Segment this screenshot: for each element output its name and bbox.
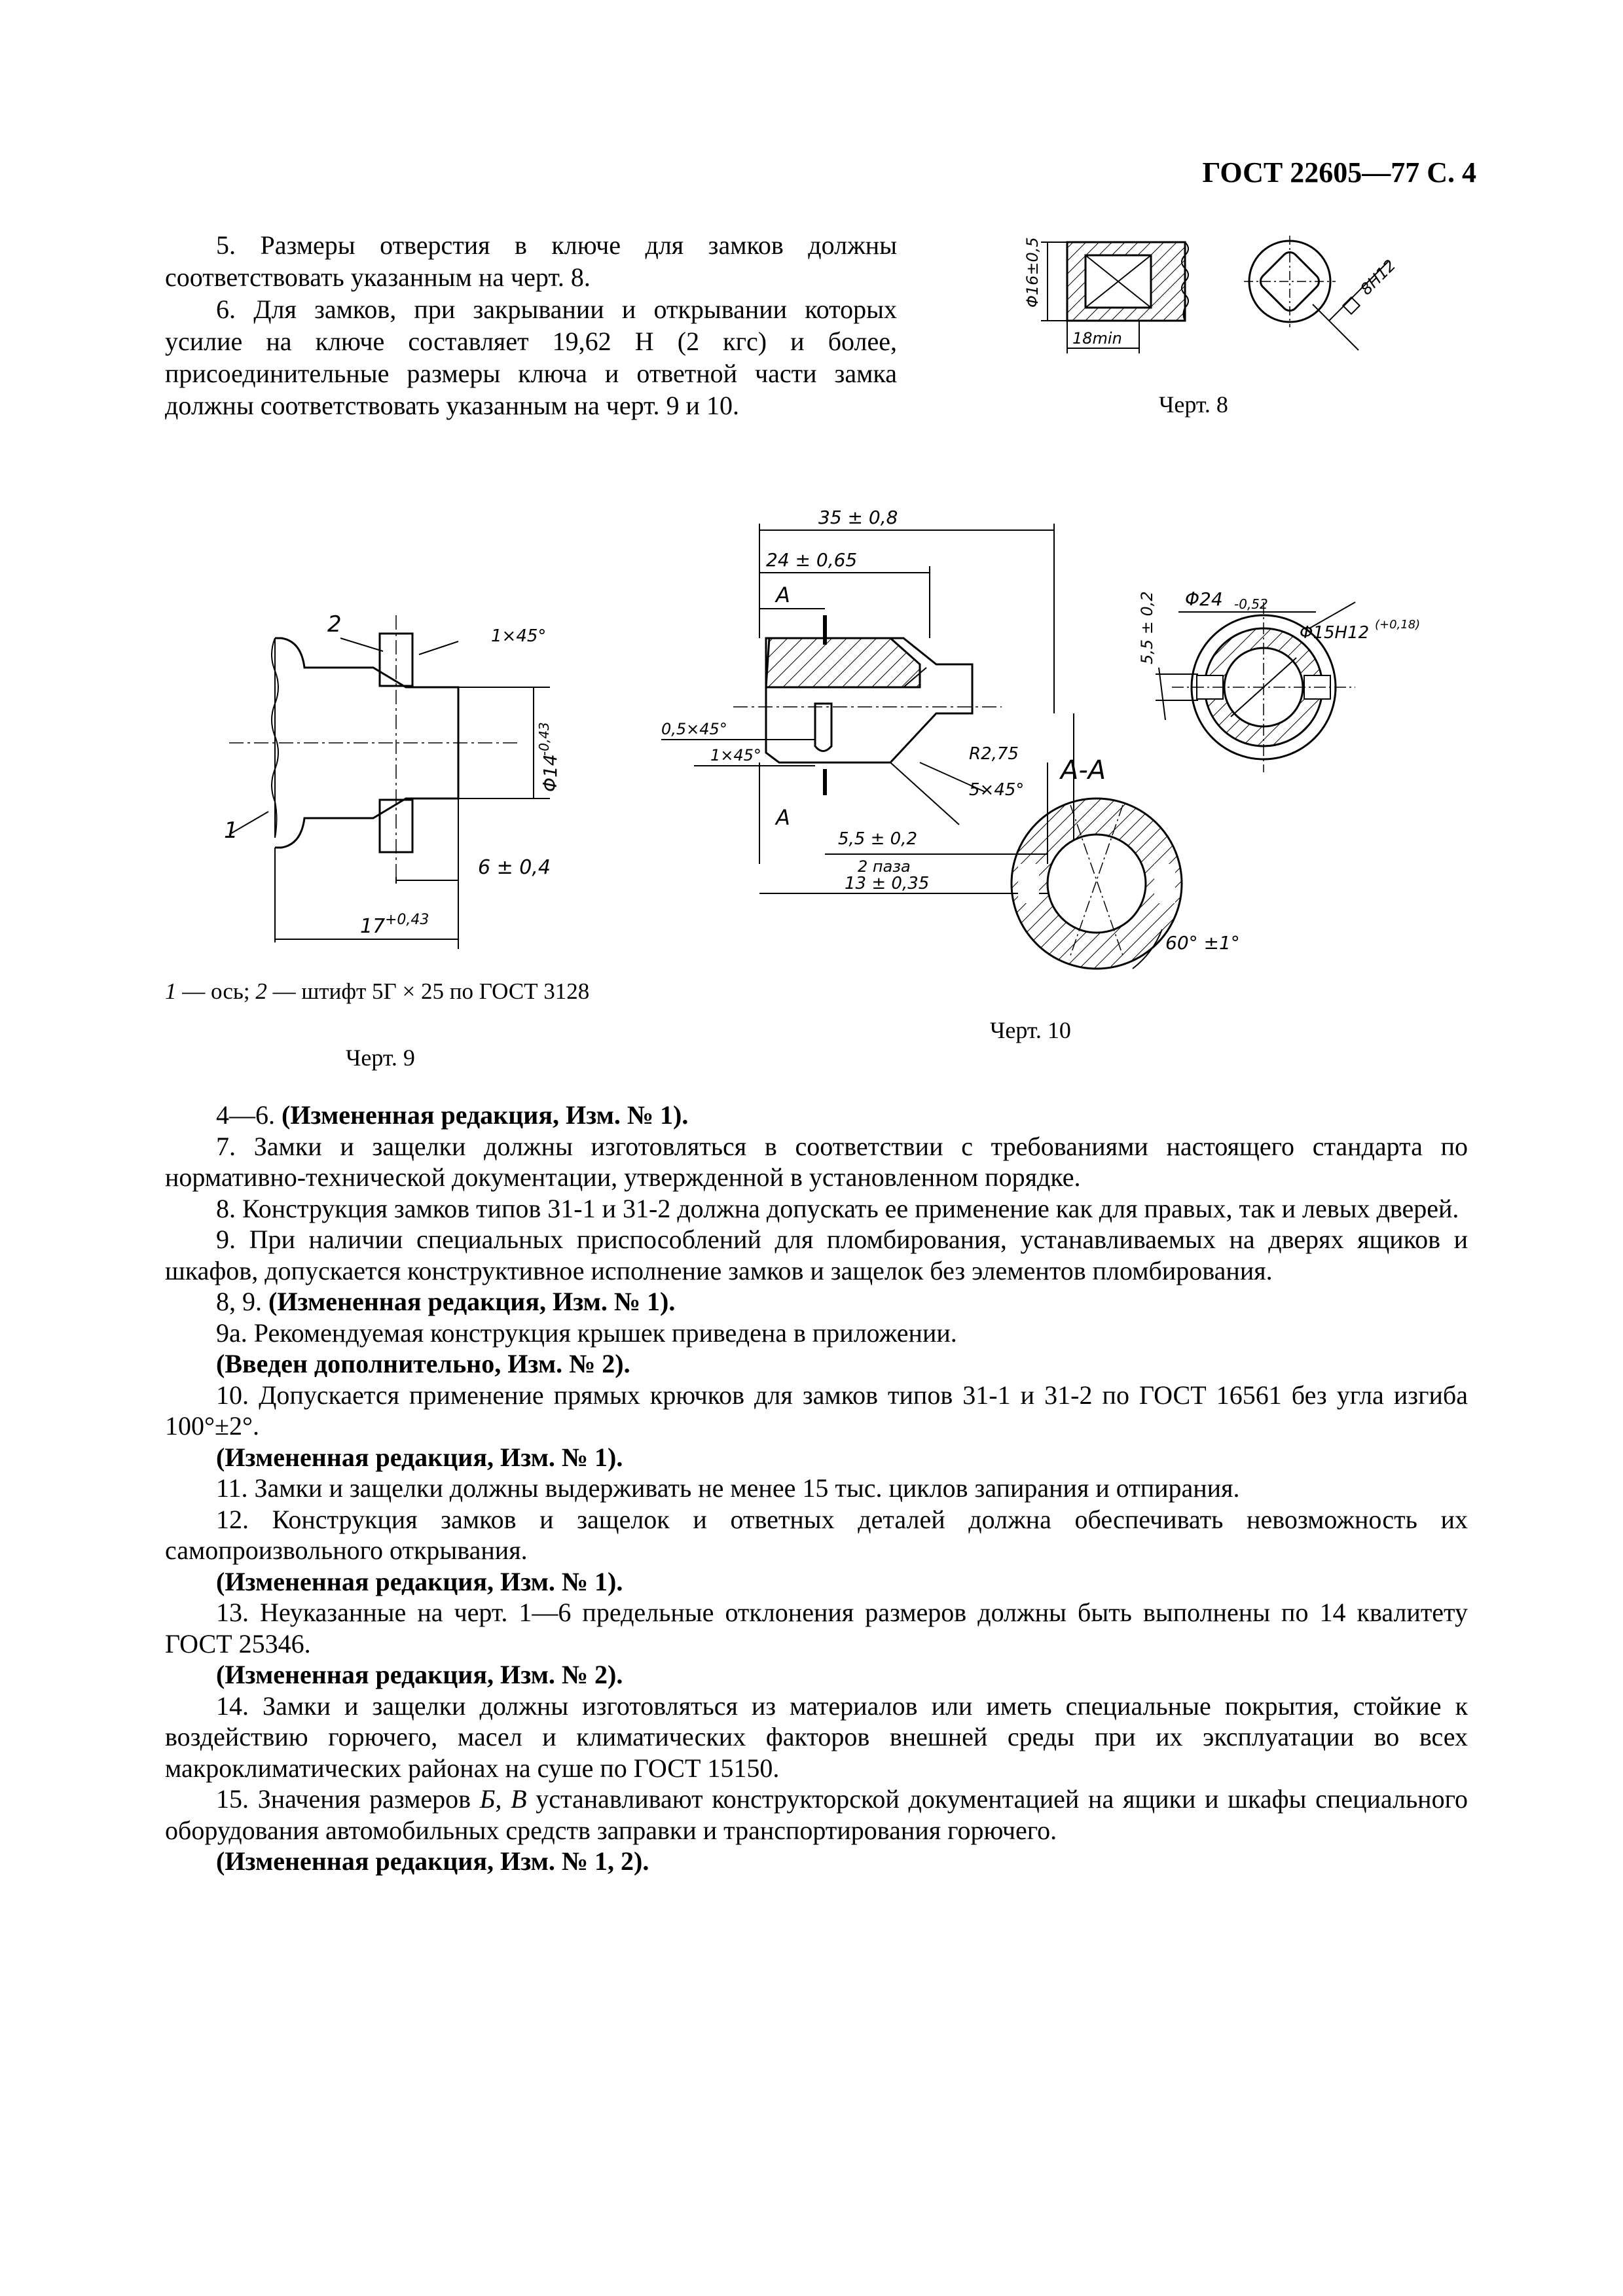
- figure-9-caption: Черт. 9: [346, 1045, 415, 1071]
- body-para-9: [165, 1442, 1468, 1473]
- body-text: [165, 1100, 1468, 1877]
- body-para-11: 12. Конструкция замков и защелок и ответных деталей должна обеспечивать невозможность их самопроизвольного открывания.: [165, 1504, 1468, 1565]
- body-para-14: [165, 1659, 1468, 1691]
- fig10-dim-ch1: 1×45°: [710, 746, 761, 764]
- fig10-dim-r: R2,75: [969, 744, 1019, 764]
- fig10-dim-ch05: 0,5×45°: [661, 720, 727, 738]
- paragraph-5: 5. Размеры отверстия в ключе для замков должны соответствовать указанным на черт. 8.: [165, 230, 897, 292]
- figure-9-drawing: [210, 576, 602, 956]
- fig10-dim-55: 5,5 ± 0,2: [838, 829, 918, 849]
- legend-num-2: 2: [255, 978, 267, 1004]
- fig9-label-1: 1: [224, 817, 238, 844]
- body-para-3: 8. Конструкция замков типов 31-1 и 31-2 должна допускать ее применение как для правых, так и левых дверей.: [216, 1193, 1459, 1223]
- paragraph-6: 6. Для замков, при закрывании и открывании которых усилие на ключе составляет 19,62 Н (2 кгс) и более, присоединительные размеры ключа и ответной части замка должны соответствовать указанным на черт. 9 и 10.: [165, 295, 897, 420]
- body-para-1-note: (Измененная редакция, Изм. № 1).: [282, 1100, 689, 1130]
- fig10-section-title: A-A: [1061, 755, 1106, 785]
- body-para-5-note: (Измененная редакция, Изм. № 1).: [268, 1287, 676, 1316]
- body-para-12-note: (Измененная редакция, Изм. № 1).: [216, 1566, 623, 1596]
- fig10-section-a-top: A: [776, 583, 790, 607]
- fig9-dim-dia: Φ14: [539, 754, 561, 792]
- fig10-dim-13: 13 ± 0,35: [845, 874, 930, 893]
- body-para-9-note: (Измененная редакция, Изм. № 1).: [216, 1442, 623, 1472]
- body-para-16-lead: 15. Значения размеров: [216, 1784, 480, 1814]
- body-para-17-note: (Измененная редакция, Изм. № 1, 2).: [216, 1846, 649, 1876]
- legend-text-1: — ось;: [176, 978, 256, 1004]
- fig10-dim-ch5: 5×45°: [969, 780, 1025, 800]
- figure-8-caption: Черт. 8: [1159, 391, 1228, 418]
- fig10-dim-phi15-tol: (+0,18): [1375, 618, 1421, 632]
- intro-text: [165, 229, 897, 422]
- figure-9-legend: [165, 978, 589, 1005]
- body-para-5: [165, 1286, 1468, 1318]
- fig10-dim-slots: 2 паза: [858, 857, 911, 876]
- fig9-dim-chamfer: 1×45°: [491, 626, 547, 646]
- fig10-dim-angle: 60° ±1°: [1165, 932, 1240, 954]
- body-para-17: [165, 1846, 1468, 1877]
- body-para-12: [165, 1566, 1468, 1598]
- body-para-1: [165, 1100, 1468, 1131]
- body-para-16-italic: Б, В: [479, 1784, 527, 1814]
- fig9-dim-pin-pos: 6 ± 0,4: [478, 856, 551, 879]
- fig10-section-a-bottom: A: [776, 805, 790, 830]
- body-para-16: [165, 1784, 1468, 1846]
- fig9-label-2: 2: [327, 611, 342, 637]
- body-para-10: 11. Замки и защелки должны выдерживать не менее 15 тыс. циклов запирания и отпирания.: [216, 1473, 1240, 1503]
- body-para-16-rest: устанавливают конструкторской документацией на ящики и шкафы специального оборудования автомобильных средств заправки и транспортирования горючего.: [165, 1784, 1468, 1845]
- body-para-15: 14. Замки и защелки должны изготовляться из материалов или иметь специальные покрытия, стойкие к воздействию горючего, масел и климатических факторов внешней среды при их эксплуатации во всех макроклиматических районах на суше по ГОСТ 15150.: [165, 1691, 1468, 1783]
- fig10-dim-35: 35 ± 0,8: [818, 507, 898, 528]
- body-para-14-note: (Измененная редакция, Изм. № 2).: [216, 1660, 623, 1689]
- fig9-dim-len-tol: +0,43: [385, 912, 429, 928]
- page-header: ГОСТ 22605—77 С. 4: [1202, 156, 1476, 188]
- legend-text-2: — штифт 5Г × 25 по ГОСТ 3128: [266, 978, 590, 1004]
- body-para-8: 10. Допускается применение прямых крючков для замков типов 31-1 и 31-2 по ГОСТ 16561 без угла изгиба 100°±2°.: [165, 1380, 1468, 1441]
- fig9-dim-dia-tol: -0,43: [536, 722, 552, 756]
- fig8-dim-len: 18min: [1072, 329, 1122, 348]
- body-para-6: 9а. Рекомендуемая конструкция крышек приведена в приложении.: [216, 1318, 957, 1348]
- fig10-dim-phi24-tol: -0,52: [1234, 596, 1268, 612]
- figure-10-caption: Черт. 10: [990, 1017, 1071, 1043]
- body-para-7: [165, 1348, 1468, 1380]
- fig10-dim-phi15: Φ15H12: [1300, 623, 1370, 643]
- body-para-2: 7. Замки и защелки должны изготовляться в соответствии с требованиями настоящего стандарта по нормативно-технической документации, утвержденной в установленном порядке.: [165, 1131, 1468, 1192]
- body-para-5-lead: 8, 9.: [216, 1287, 268, 1316]
- fig8-dim-dia: Φ16±0,5: [1023, 237, 1042, 308]
- figure-8-drawing: [989, 223, 1421, 367]
- fig10-dim-24: 24 ± 0,65: [766, 549, 858, 571]
- body-para-7-note: (Введен дополнительно, Изм. № 2).: [216, 1349, 630, 1378]
- fig10-dim-phi24: Φ24: [1185, 588, 1223, 610]
- fig8-dim-sq: 8H12: [1357, 256, 1400, 299]
- fig10-dim-v55: 5,5 ± 0,2: [1138, 591, 1156, 664]
- body-para-13: 13. Неуказанные на черт. 1—6 предельные отклонения размеров должны быть выполнены по 14 квалитету ГОСТ 25346.: [165, 1598, 1468, 1659]
- figure-10-drawing: [661, 497, 1480, 995]
- fig9-dim-len: 17: [360, 915, 386, 938]
- body-para-4: 9. При наличии специальных приспособлений для пломбирования, устанавливаемых на дверях ящиков и шкафов, допускается конструктивное исполнение замков и защелок без элементов пломбирования.: [165, 1225, 1468, 1285]
- legend-num-1: 1: [165, 978, 177, 1004]
- body-para-1-lead: 4—6.: [216, 1100, 282, 1130]
